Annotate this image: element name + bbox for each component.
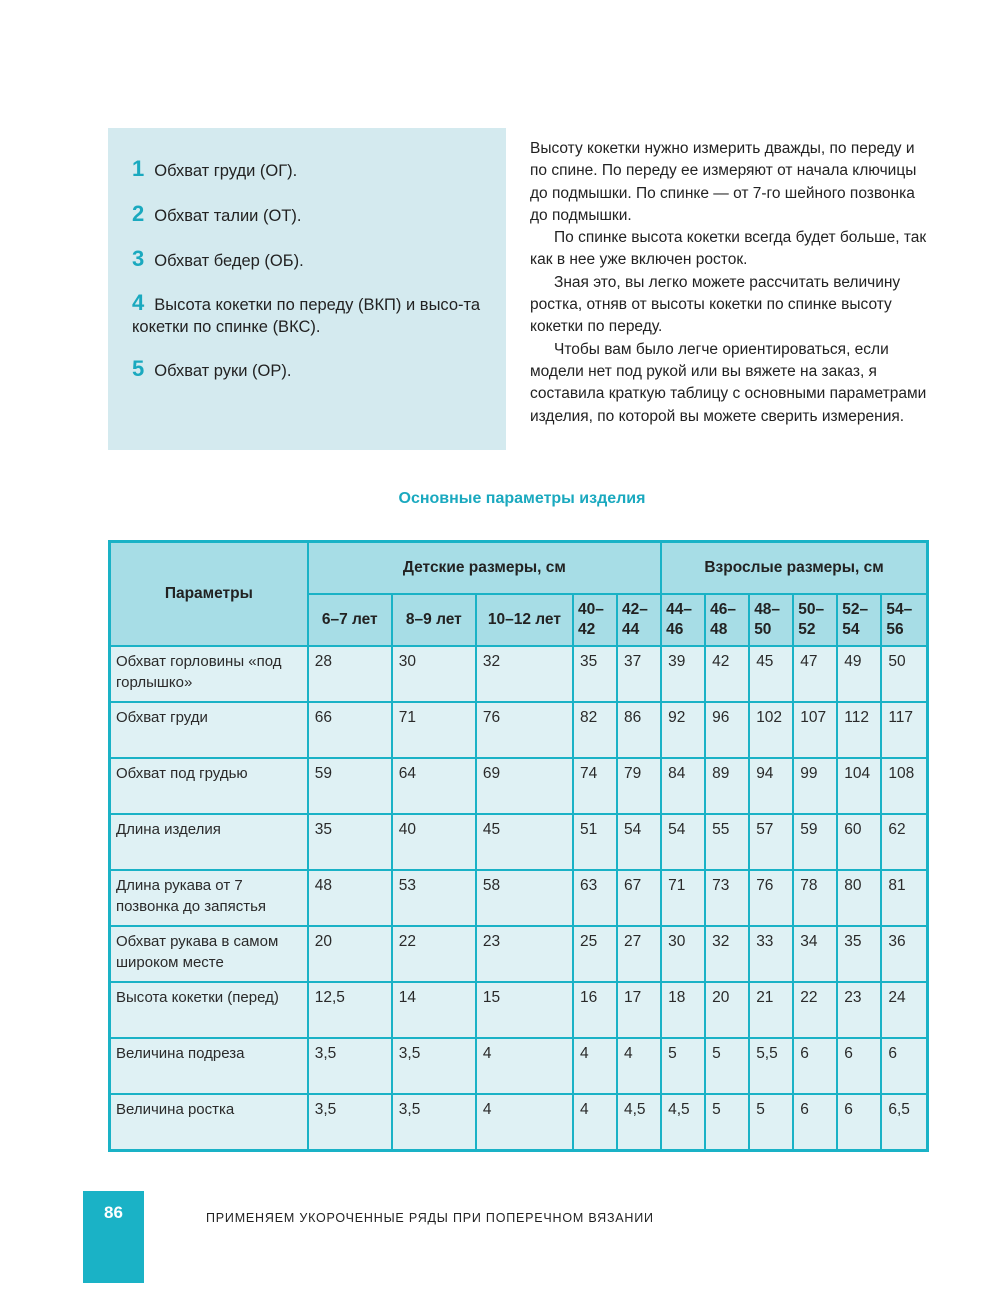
table-cell: 16 [573, 982, 617, 1038]
table-cell: 40 [392, 814, 476, 870]
table-cell: 59 [793, 814, 837, 870]
column-header: 6–7 лет [308, 594, 392, 646]
table-cell: 63 [573, 870, 617, 926]
table-cell: 37 [617, 646, 661, 702]
table-cell: 18 [661, 982, 705, 1038]
table-cell: 5,5 [749, 1038, 793, 1094]
table-row [110, 870, 928, 926]
table-cell: 45 [749, 646, 793, 702]
table-cell: 22 [793, 982, 837, 1038]
paragraph: Высоту кокетки нужно измерить дважды, по переду и по спине. По переду ее измеряют от начала ключицы до подмышки. По спинке — от 7-го шейного позвонка до подмышки. [530, 140, 917, 224]
table-cell: 30 [392, 646, 476, 702]
page-number-box [83, 1191, 144, 1283]
table-row [110, 646, 928, 702]
list-text: Высота кокетки по переду (ВКП) и высо-та кокетки по спинке (ВКС). [132, 296, 481, 336]
table-cell: 48 [308, 870, 392, 926]
table-cell: 81 [881, 870, 927, 926]
list-text: Обхват руки (ОР). [154, 362, 292, 380]
table-cell: 6 [837, 1038, 881, 1094]
list-number: 3 [132, 246, 145, 271]
list-number: 2 [132, 201, 145, 226]
table-cell: 33 [749, 926, 793, 982]
table-cell: 96 [705, 702, 749, 758]
table-cell: 35 [837, 926, 881, 982]
table-cell: 71 [392, 702, 476, 758]
list-text: Обхват груди (ОГ). [154, 162, 298, 180]
table-row [110, 982, 928, 1038]
table-cell: 4 [617, 1038, 661, 1094]
table-cell: 4 [476, 1038, 573, 1094]
column-header: 40–42 [573, 594, 617, 646]
table-cell: 5 [661, 1038, 705, 1094]
paragraph: Зная это, вы легко можете рассчитать величину ростка, отняв от высоты кокетки по спинке высоту кокетки по переду. [530, 273, 901, 336]
table-cell: 117 [881, 702, 927, 758]
table-cell: 62 [881, 814, 927, 870]
table-cell: 104 [837, 758, 881, 814]
table-cell: 49 [837, 646, 881, 702]
column-header: 10–12 лет [476, 594, 573, 646]
list-number: 1 [132, 156, 145, 181]
table-cell: 24 [881, 982, 927, 1038]
table-cell: 73 [705, 870, 749, 926]
table-cell: 94 [749, 758, 793, 814]
table-cell: 14 [392, 982, 476, 1038]
table-cell: 108 [881, 758, 927, 814]
body-text [530, 138, 930, 428]
row-label: Высота кокетки (перед) [110, 982, 308, 1038]
table-cell: 5 [705, 1094, 749, 1151]
table-cell: 20 [308, 926, 392, 982]
table-cell: 4 [476, 1094, 573, 1151]
column-header: 52–54 [837, 594, 881, 646]
table-cell: 60 [837, 814, 881, 870]
table-cell: 78 [793, 870, 837, 926]
table-cell: 22 [392, 926, 476, 982]
table-cell: 74 [573, 758, 617, 814]
table-cell: 102 [749, 702, 793, 758]
table-row [110, 758, 928, 814]
table-cell: 4 [573, 1094, 617, 1151]
table-cell: 57 [749, 814, 793, 870]
row-label: Обхват горловины «под горлышко» [110, 646, 308, 702]
table-cell: 28 [308, 646, 392, 702]
table-cell: 32 [705, 926, 749, 982]
table-cell: 3,5 [392, 1038, 476, 1094]
table-body [110, 646, 928, 1151]
list-item [132, 292, 492, 338]
table-cell: 36 [881, 926, 927, 982]
table-cell: 20 [705, 982, 749, 1038]
list-item [132, 358, 492, 382]
table-cell: 27 [617, 926, 661, 982]
table-cell: 82 [573, 702, 617, 758]
parameters-table [108, 540, 929, 1152]
list-number: 5 [132, 356, 145, 381]
table-cell: 6 [881, 1038, 927, 1094]
table-cell: 66 [308, 702, 392, 758]
table-cell: 3,5 [308, 1094, 392, 1151]
table-cell: 45 [476, 814, 573, 870]
table-cell: 3,5 [392, 1094, 476, 1151]
table-cell: 80 [837, 870, 881, 926]
table-cell: 39 [661, 646, 705, 702]
measurements-sidebar [108, 128, 506, 450]
column-header: 42–44 [617, 594, 661, 646]
table-cell: 54 [661, 814, 705, 870]
table-cell: 107 [793, 702, 837, 758]
table-cell: 6 [793, 1094, 837, 1151]
table-cell: 47 [793, 646, 837, 702]
table-cell: 76 [476, 702, 573, 758]
table-cell: 21 [749, 982, 793, 1038]
table-row [110, 926, 928, 982]
table-row [110, 1094, 928, 1151]
group-header-children: Детские размеры, см [308, 542, 661, 595]
running-head: ПРИМЕНЯЕМ УКОРОЧЕННЫЕ РЯДЫ ПРИ ПОПЕРЕЧНОМ ВЯЗАНИИ [206, 1211, 654, 1225]
table-cell: 53 [392, 870, 476, 926]
table-cell: 32 [476, 646, 573, 702]
table-cell: 59 [308, 758, 392, 814]
table-cell: 35 [308, 814, 392, 870]
row-label: Величина подреза [110, 1038, 308, 1094]
table-cell: 4 [573, 1038, 617, 1094]
list-item [132, 248, 492, 272]
column-header: 44–46 [661, 594, 705, 646]
table-cell: 23 [476, 926, 573, 982]
table-cell: 92 [661, 702, 705, 758]
table-cell: 6 [837, 1094, 881, 1151]
page-number: 86 [104, 1203, 123, 1222]
table-cell: 50 [881, 646, 927, 702]
table-cell: 58 [476, 870, 573, 926]
list-item [132, 203, 492, 227]
table-cell: 84 [661, 758, 705, 814]
table-cell: 86 [617, 702, 661, 758]
row-label: Обхват под грудью [110, 758, 308, 814]
table-cell: 3,5 [308, 1038, 392, 1094]
table-row [110, 814, 928, 870]
group-header-adults: Взрослые размеры, см [661, 542, 927, 595]
table-cell: 23 [837, 982, 881, 1038]
row-label: Величина ростка [110, 1094, 308, 1151]
table-cell: 71 [661, 870, 705, 926]
row-label: Длина изделия [110, 814, 308, 870]
table-cell: 89 [705, 758, 749, 814]
table-cell: 35 [573, 646, 617, 702]
table-cell: 112 [837, 702, 881, 758]
table-cell: 79 [617, 758, 661, 814]
paragraph: Чтобы вам было легче ориентироваться, если модели нет под рукой или вы вяжете на заказ, я составила краткую таблицу с основными параметрами изделия, по которой вы можете сверить измерения. [530, 340, 927, 425]
column-header: 46–48 [705, 594, 749, 646]
column-header: 48–50 [749, 594, 793, 646]
table-cell: 34 [793, 926, 837, 982]
table-cell: 5 [749, 1094, 793, 1151]
table-cell: 25 [573, 926, 617, 982]
column-header: 54–56 [881, 594, 927, 646]
table-cell: 42 [705, 646, 749, 702]
table-cell: 99 [793, 758, 837, 814]
list-text: Обхват талии (ОТ). [154, 207, 302, 225]
table-cell: 4,5 [661, 1094, 705, 1151]
list-item [132, 158, 492, 182]
table-cell: 6,5 [881, 1094, 927, 1151]
table-cell: 51 [573, 814, 617, 870]
table-cell: 55 [705, 814, 749, 870]
table-cell: 12,5 [308, 982, 392, 1038]
table-cell: 17 [617, 982, 661, 1038]
list-text: Обхват бедер (ОБ). [154, 252, 304, 270]
table-cell: 76 [749, 870, 793, 926]
row-label: Обхват груди [110, 702, 308, 758]
table-cell: 67 [617, 870, 661, 926]
column-header: 50–52 [793, 594, 837, 646]
table-row [110, 702, 928, 758]
table-title: Основные параметры изделия [398, 490, 646, 507]
table-cell: 4,5 [617, 1094, 661, 1151]
row-label: Обхват рукава в самом широком месте [110, 926, 308, 982]
param-header: Параметры [110, 542, 308, 647]
table-cell: 30 [661, 926, 705, 982]
column-header: 8–9 лет [392, 594, 476, 646]
row-label: Длина рукава от 7 позвонка до запястья [110, 870, 308, 926]
table-cell: 6 [793, 1038, 837, 1094]
table-cell: 15 [476, 982, 573, 1038]
list-number: 4 [132, 290, 145, 315]
table-cell: 54 [617, 814, 661, 870]
table-cell: 5 [705, 1038, 749, 1094]
table-cell: 69 [476, 758, 573, 814]
table-row [110, 1038, 928, 1094]
paragraph: По спинке высота кокетки всегда будет больше, так как в нее уже включен росток. [530, 229, 927, 269]
table-cell: 64 [392, 758, 476, 814]
